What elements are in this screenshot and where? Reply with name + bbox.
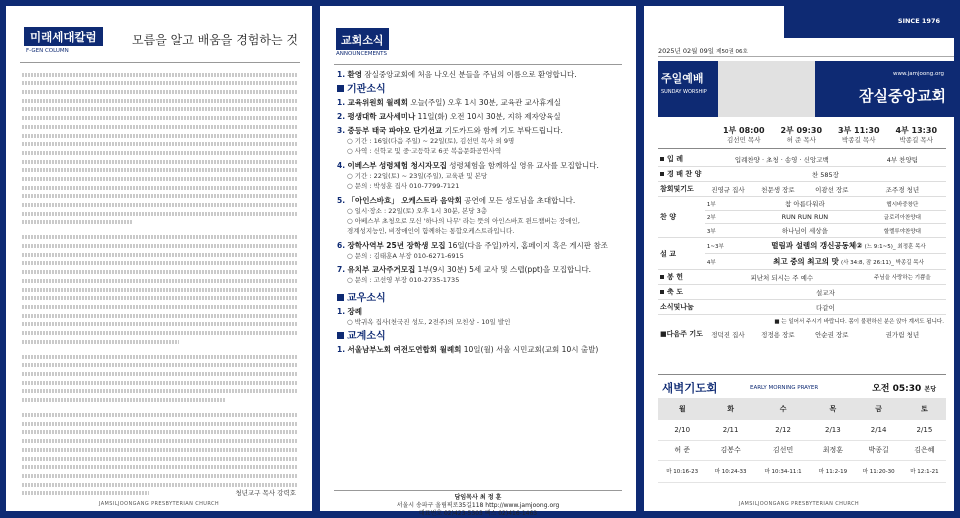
order-row (658, 167, 946, 182)
item-heading: 장학사역부 25년 장학생 모집 (347, 240, 446, 250)
stand-marker-icon (660, 275, 664, 279)
announcement-list (337, 97, 626, 289)
worship-title-block (658, 61, 718, 117)
category-label: 기관소식 (347, 84, 386, 95)
order-label (658, 285, 705, 300)
order-person: 정덕진 집사 (711, 330, 745, 339)
item-text: 11일(화) 오전 10시 30분, 지하 제자양육실 (415, 112, 561, 121)
days-row (658, 398, 946, 420)
morning-prayer-time (872, 381, 936, 394)
bulletin-date (658, 46, 748, 55)
order-person: 조주경 청년 (859, 182, 946, 197)
church-name-block (815, 61, 954, 117)
text-line (22, 474, 298, 478)
choir-part: 2부 (705, 211, 751, 224)
scripture-cell: 마 11:2-19 (811, 460, 854, 482)
item-text: 1부(9시 30분) 5세 교사 및 스텝(ppt)을 모집합니다. (415, 265, 592, 275)
text-line (22, 142, 298, 146)
item-detail: ○ 문의 : 고선영 부장 010-2735-1735 (347, 276, 460, 285)
item-heading: 장례 (347, 306, 362, 316)
text-line (22, 253, 298, 257)
announcement-item (337, 111, 626, 122)
day-header: 화 (706, 398, 754, 420)
item-detail: ○ 문의 : 김태훈A 부장 010-6271-6915 (347, 251, 464, 260)
service-slot (773, 126, 831, 145)
item-number: 2. (337, 112, 346, 121)
announcement-item (337, 97, 626, 108)
column-subtitle: F-GEN COLUMN (26, 48, 69, 54)
text-line (22, 125, 298, 129)
text-line (22, 483, 298, 487)
choir-part: 1부 (705, 197, 751, 211)
text-line (22, 355, 298, 359)
item-number: 7. (337, 265, 346, 275)
worship-title: 주일예배 (661, 72, 704, 85)
text-line (22, 491, 149, 495)
sermon-cell (751, 238, 946, 254)
divider (658, 374, 946, 375)
brand-footer: JAMSILJOONGANG PRESBYTERIAN CHURCH (98, 501, 220, 507)
order-label: 찬 양 (658, 197, 705, 238)
divider (334, 64, 622, 65)
label-text: 축 도 (667, 288, 683, 296)
text-line (22, 244, 298, 248)
since-label: SINCE 1976 (897, 17, 940, 25)
column-signature: 청년교구 목사 강력호 (235, 489, 296, 497)
scripture-cell: 마 10:24-33 (706, 460, 754, 482)
stand-marker-icon (660, 290, 664, 294)
text-line (22, 168, 298, 172)
choir-song: RUN RUN RUN (751, 211, 859, 224)
photo-placeholder (718, 61, 815, 117)
texts-row (658, 460, 946, 482)
text-line (22, 116, 298, 120)
column-header (24, 26, 298, 62)
service-time: 4부 13:30 (895, 126, 938, 135)
category-heading (337, 83, 626, 97)
announcement-item (337, 195, 626, 206)
text-line (22, 220, 132, 224)
service-leader: 박종길 목사 (842, 136, 876, 144)
issue-number: 제50권 06호 (716, 49, 748, 55)
date-cell: 2/15 (903, 420, 946, 440)
text-line (22, 296, 298, 300)
item-detail: ○ 기간 : 22일(토) ~ 23일(주일), 교육관 및 본당 (347, 171, 488, 180)
text-line (22, 194, 298, 198)
text-line (22, 363, 298, 367)
date-cell: 2/11 (706, 420, 754, 440)
text-line (22, 389, 298, 393)
choir-group: 글로리아찬양대 (859, 211, 946, 224)
text-line (22, 151, 298, 155)
order-row (658, 285, 946, 300)
sermon-passage: (느 9:1~5)_ 최정훈 목사 (864, 244, 926, 250)
sermon-cell (751, 254, 946, 270)
item-heading: 이베스부 성령체험 청시자모집 (347, 160, 447, 170)
sermon-title: 최고 중의 최고의 맛 (773, 257, 839, 266)
choir-song: 하나님이 세상을 (751, 224, 859, 238)
order-row (658, 300, 946, 315)
service-leader: 박종길 목사 (899, 136, 933, 144)
order-right: 4부 찬양팀 (859, 152, 946, 167)
day-header: 목 (811, 398, 854, 420)
day-header: 금 (854, 398, 902, 420)
text-line (22, 177, 298, 181)
item-detail: 경계성지능인, 비장애인이 함께하는 통합오케스트라입니다. (347, 227, 515, 236)
order-value: 설교자 (705, 285, 946, 300)
text-line (22, 81, 298, 85)
day-header: 수 (755, 398, 812, 420)
item-detail: ○ 박귀옥 집사(천국진 성도, 2전주)의 모친상 - 10일 발인 (347, 317, 511, 326)
announcements-subtitle: ANNOUNCEMENTS (336, 51, 387, 57)
order-value: 다같이 (705, 300, 946, 315)
sermon-row (658, 238, 946, 254)
category-label: 교우소식 (347, 292, 386, 304)
service-times (715, 126, 945, 145)
item-number: 1. (337, 345, 346, 355)
choir-song: 참 아름다워라 (751, 197, 859, 211)
time-text: 오전 05:30 (872, 384, 922, 394)
dates-row (658, 420, 946, 440)
place-text: 본당 (924, 386, 936, 393)
label-text: 봉 헌 (667, 273, 683, 281)
order-value: 찬 585장 (705, 167, 946, 182)
label-text: 입 례 (667, 155, 683, 163)
text-line (22, 73, 298, 77)
text-line (22, 314, 298, 318)
worship-subtitle: SUNDAY WORSHIP (661, 89, 707, 95)
bulletin-cover (644, 6, 954, 511)
item-number: 1. (337, 70, 346, 79)
item-heading: 유치부 교사주거모집 (347, 265, 416, 275)
order-row (658, 182, 946, 197)
item-text: 오늘(주일) 오후 1시 30분, 교육관 교사휴게실 (408, 98, 561, 107)
sermon-part: 4부 (705, 254, 751, 270)
choir-group: 할렐루야찬양대 (859, 224, 946, 238)
text-line (22, 465, 298, 469)
member-news-item (337, 306, 626, 317)
sermon-part: 1~3부 (705, 238, 751, 254)
service-time: 3부 11:30 (837, 126, 880, 135)
announcements-body (337, 69, 626, 355)
date-cell: 2/12 (755, 420, 812, 440)
preacher-cell: 김봉수 (706, 440, 754, 460)
item-number: 4. (337, 160, 346, 170)
announcements-page (320, 6, 636, 517)
text-line (22, 340, 179, 344)
church-name: 잠실중앙교회 (859, 87, 946, 105)
item-number: 1. (337, 98, 346, 107)
stand-marker-icon (660, 172, 664, 176)
text-line (22, 413, 298, 417)
order-person: 권가림 청년 (885, 330, 920, 339)
day-header: 월 (658, 398, 706, 420)
order-row (658, 327, 946, 341)
item-heading: 「아인스바흐」 오케스트라 음악회 (347, 195, 462, 205)
morning-prayer-subtitle: EARLY MORNING PRAYER (750, 385, 819, 391)
text-line (22, 448, 298, 452)
date-cell: 2/14 (854, 420, 902, 440)
item-detail: ○ 기간 : 16일(다음 주일) ~ 22일(토), 김선민 목사 외 9명 (347, 137, 515, 145)
choir-row (658, 197, 946, 211)
welcome-item (337, 69, 626, 80)
choir-part: 3부 (705, 224, 751, 238)
church-contact-footer (334, 490, 622, 518)
brand-footer: JAMSILJOONGANG PRESBYTERIAN CHURCH (738, 501, 860, 507)
date-text: 2025년 02월 09일 (658, 47, 715, 55)
column-paragraph (22, 73, 298, 225)
preacher-cell: 최정훈 (811, 440, 854, 460)
item-detail: ○ 일시·장소 : 22일(토) 오후 1시 30분, 본당 3층 (347, 206, 488, 215)
scripture-cell: 마 12:1-21 (903, 460, 946, 482)
category-heading (337, 292, 626, 306)
text-line (22, 186, 298, 190)
order-label (658, 270, 705, 285)
square-bullet-icon (337, 294, 344, 301)
announcement-item (337, 240, 626, 251)
label-text: 경 배 찬 양 (667, 170, 702, 178)
order-person: 이광선 장로 (805, 182, 859, 197)
scripture-cell: 마 11:20-30 (854, 460, 902, 482)
date-cell: 2/10 (658, 420, 706, 440)
announcements-badge: 교회소식 (336, 28, 389, 50)
text-line (22, 422, 298, 426)
text-line (22, 398, 226, 402)
item-number: 6. (337, 240, 346, 250)
column-title: 모름을 알고 배움을 경험하는 것 (132, 33, 298, 47)
divider (658, 56, 954, 57)
order-person: 안순권 장로 (815, 330, 849, 339)
item-number: 5. (337, 195, 346, 205)
external-news-item (337, 344, 626, 355)
item-number: 3. (337, 126, 346, 135)
text-line (22, 203, 298, 207)
text-line (22, 331, 298, 335)
item-heading: 평생대학 교사세미나 (347, 112, 416, 121)
item-text: 10일(월) 서울 시민교회(교회 10시 출발) (461, 345, 599, 355)
announcement-item (337, 264, 626, 275)
service-leader: 김선민 목사 (727, 136, 761, 144)
item-text: 공연에 모든 성도님을 초대합니다. (461, 195, 576, 205)
service-time: 2부 09:30 (780, 126, 823, 135)
order-label (658, 167, 705, 182)
choir-rows (658, 197, 946, 238)
order-label: 설 교 (658, 238, 705, 270)
item-detail: ○ 아베스부 초청으로 모신 '하나의 나무' 라는 뜻의 아인스바흐 윈드챔버는 장애인, (347, 217, 580, 226)
church-url: www.jamjoong.org (893, 71, 944, 77)
item-heading: 중등부 태국 파야오 단기선교 (347, 126, 443, 135)
spacer (337, 286, 626, 289)
text-line (22, 160, 298, 164)
item-text: 잠실중앙교회에 처음 나오신 분들을 주님의 이름으로 환영합니다. (361, 70, 577, 79)
order-row (658, 152, 946, 167)
order-note-row (658, 315, 946, 328)
square-bullet-icon (337, 332, 344, 339)
order-value: 입례찬양 · 초청 · 송영 · 신앙고백 (705, 152, 859, 167)
day-header: 토 (903, 398, 946, 420)
text-line (22, 235, 298, 239)
item-detail: ○ 문의 : 박성훈 집사 010-7799-7121 (347, 182, 460, 191)
column-paragraph (22, 235, 298, 343)
date-cell: 2/13 (811, 420, 854, 440)
item-text: 기도카드와 함께 기도 부탁드립니다. (442, 126, 563, 135)
order-label: 소식및나눔 (658, 300, 705, 315)
item-text: 16일(다음 주일)까지, 홈페이지 혹은 게시판 참조 (445, 240, 608, 250)
announcements-header (336, 28, 389, 57)
text-line (22, 457, 298, 461)
scripture-cell: 마 10:34-11:1 (755, 460, 812, 482)
order-person: 진영규 집사 (705, 182, 751, 197)
announcement-item (337, 125, 626, 136)
order-person: 천문생 장로 (751, 182, 805, 197)
column-paragraph (22, 355, 298, 402)
order-value: 피난처 되시는 주 예수 (705, 270, 859, 285)
preacher-cell: 박종길 (854, 440, 902, 460)
order-row (658, 270, 946, 285)
text-line (22, 212, 298, 216)
order-right: 주님을 사랑하는 기쁨을 (859, 270, 946, 285)
scripture-cell: 마 10:16-23 (658, 460, 706, 482)
service-slot (888, 126, 946, 145)
divider (20, 62, 300, 63)
church-phone: 대표번호 02)423-5303 팩스 02)416-1463 (418, 510, 538, 517)
category-label: 교계소식 (347, 331, 386, 343)
preacher-cell: 김은혜 (903, 440, 946, 460)
text-line (22, 288, 298, 292)
sermon-passage: (사 34:8, 잠 26:11)_ 박종길 목사 (840, 260, 924, 266)
standing-note: ■ 는 일어서 주시기 바랍니다. 몸이 불편하신 분은 앉아 계셔도 됩니다. (774, 319, 944, 325)
item-text: 성령체험을 함께하실 영유 교사를 모집합니다. (446, 160, 599, 170)
order-label: 참회및기도 (658, 182, 705, 197)
item-number: 1. (337, 306, 346, 316)
text-line (22, 439, 298, 443)
stand-marker-icon (660, 157, 664, 161)
square-bullet-icon (337, 85, 344, 92)
text-line (22, 261, 298, 265)
preachers-row (658, 440, 946, 460)
sermon-rows (658, 238, 946, 270)
order-label: ■다음주 기도 (660, 330, 703, 338)
text-line (22, 372, 298, 376)
item-heading: 교육위원회 월례회 (347, 98, 409, 107)
sermon-title: 떨림과 설렘의 갱신공동체② (771, 241, 863, 250)
announcement-item (337, 160, 626, 171)
text-line (22, 107, 298, 111)
morning-prayer-table (658, 398, 946, 483)
church-address: 서울시 송파구 올림픽로35길118 http://www.jamjoong.org (396, 502, 560, 509)
text-line (22, 99, 298, 103)
column-paragraph (22, 413, 298, 495)
item-heading: 환영 (347, 70, 362, 79)
column-body (22, 68, 298, 506)
item-heading: 서울남부노회 여전도연합회 월례회 (347, 345, 462, 355)
order-person: 정정용 장로 (761, 330, 795, 339)
morning-prayer-title: 새벽기도회 (662, 381, 718, 395)
preacher-cell: 허 준 (658, 440, 706, 460)
text-line (22, 90, 298, 94)
order-of-worship (658, 152, 946, 341)
preacher-cell: 김선민 (755, 440, 812, 460)
column-page (6, 6, 312, 511)
service-time: 1부 08:00 (722, 126, 765, 135)
text-line (22, 322, 298, 326)
service-slot (830, 126, 888, 145)
service-slot (715, 126, 773, 145)
category-heading (337, 330, 626, 344)
divider (658, 148, 946, 149)
item-detail: ○ 사역 : 신학교 및 중·고등학교 6곳 복음문화공연사역 (347, 147, 502, 156)
text-line (22, 430, 298, 434)
text-line (22, 270, 298, 274)
text-line (22, 134, 298, 138)
text-line (22, 279, 298, 283)
choir-group: 헵시바중창단 (859, 197, 946, 211)
text-line (22, 305, 298, 309)
text-line (22, 381, 298, 385)
service-leader: 허 준 목사 (786, 136, 816, 144)
column-badge: 미래세대칼럼 (24, 27, 103, 46)
order-label (658, 152, 705, 167)
pastor-name: 담임목사 최 정 훈 (454, 494, 502, 501)
